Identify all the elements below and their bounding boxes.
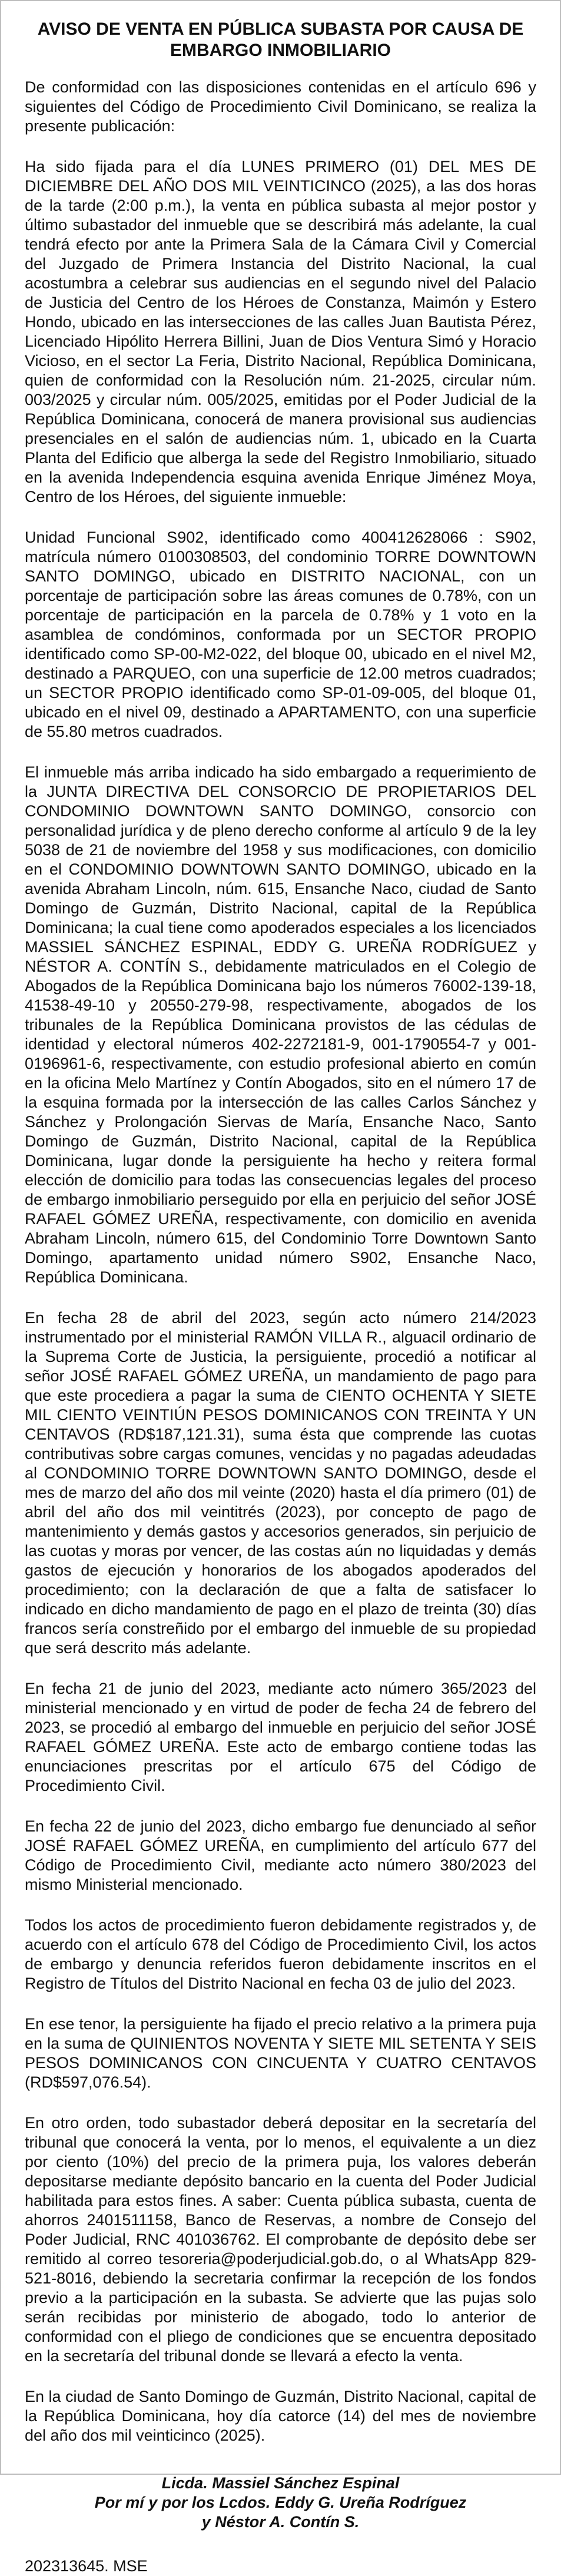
first-bid-price-paragraph: En ese tenor, la persiguiente ha fijado el precio relativo a la primera puja en la suma de QUINIENTOS NOVENTA Y SIETE MIL SETENTA Y SEIS PESOS DOMINICANOS CON CINCUENTA Y CUATRO CENTAVOS (RD$597,076.54). [25,2015,536,2091]
intro-paragraph: De conformidad con las disposiciones contenidas en el artículo 696 y siguientes del Código de Procedimiento Civil Dominicano, se realiza la presente publicación: [25,78,536,135]
notice-body [25,78,536,2445]
signature-block [25,2474,536,2532]
notice-title: AVISO DE VENTA EN PÚBLICA SUBASTA POR CAUSA DE EMBARGO INMOBILIARIO [37,19,524,60]
property-description-paragraph: Unidad Funcional S902, identificado como 400412628066 : S902, matrícula número 0100308503, del condominio TORRE DOWNTOWN SANTO DOMINGO, ubicado en DISTRITO NACIONAL, con un porcentaje de participación sobre las áreas comunes de 0.78%, con un porcentaje de participación en la parcela de 0.78% y 1 voto en la asamblea de condóminos, conformada por un SECTOR PROPIO identificado como SP-00-M2-022, del bloque 00, ubicado en el nivel M2, destinado a PARQUEO, con una superficie de 12.00 metros cuadrados; un SECTOR PROPIO identificado como SP-01-09-005, del bloque 01, ubicado en el nivel 09, destinado a APARTAMENTO, con una superficie de 55.80 metros cuadrados. [25,529,536,740]
signatory-name: Licda. Massiel Sánchez Espinal [161,2474,400,2492]
signatory-on-behalf: Por mí y por los Lcdos. Eddy G. Ureña Rodríguez [94,2494,467,2511]
seizure-paragraph: En fecha 21 de junio del 2023, mediante acto número 365/2023 del ministerial mencionado y en virtud de poder de fecha 24 de febrero del 2023, se procedió al embargo del inmueble en perjuicio del señor JOSÉ RAFAEL GÓMEZ UREÑA. Este acto de embargo contiene todas las enunciaciones prescritas por el artículo 675 del Código de Procedimiento Civil. [25,1680,536,1794]
payment-order-paragraph: En fecha 28 de abril del 2023, según acto número 214/2023 instrumentado por el ministerial RAMÓN VILLA R., alguacil ordinario de la Suprema Corte de Justicia, la persiguiente, procedió a notificar al señor JOSÉ RAFAEL GÓMEZ UREÑA, un mandamiento de pago para que este procediera a pagar la suma de CIENTO OCHENTA Y SIETE MIL CIENTO VEINTIÚN PESOS DOMINICANOS CON TREINTA Y UN CENTAVOS (RD$187,121.31), suma ésta que comprende las cuotas contributivas sobre cargas comunes, vencidas y no pagadas adeudadas al CONDOMINIO TORRE DOWNTOWN SANTO DOMINGO, desde el mes de marzo del año dos mil veinte (2020) hasta el día primero (01) de abril del año dos mil veintitrés (2023), por concepto de pago de mantenimiento y demás gastos y accesorios generados, sin perjuicio de las cuotas y moras por vencer, de las costas aún no liquidadas y demás gastos de ejecución y honorarios de los abogados apoderados del procedimiento; con la declaración de que a falta de satisfacer lo indicado en dicho mandamiento de pago en el plazo de treinta (30) días francos sería constreñido por el embargo del inmueble de su propiedad que será descrito más adelante. [25,1309,536,1657]
denunciation-paragraph: En fecha 22 de junio del 2023, dicho embargo fue denunciado al señor JOSÉ RAFAEL GÓMEZ UREÑA, en cumplimiento del artículo 677 del Código de Procedimiento Civil, mediante acto número 380/2023 del mismo Ministerial mencionado. [25,1817,536,1893]
signatory-co-counsel: y Néstor A. Contín S. [201,2513,360,2531]
registration-paragraph: Todos los actos de procedimiento fueron debidamente registrados y, de acuerdo con el artículo 678 del Código de Procedimiento Civil, los actos de embargo y denuncia referidos fueron debidamente inscritos en el Registro de Títulos del Distrito Nacional en fecha 03 de julio del 2023. [25,1916,536,1992]
auction-date-paragraph: Ha sido fijada para el día LUNES PRIMERO (01) DEL MES DE DICIEMBRE DEL AÑO DOS MIL VEINTICINCO (2025), a las dos horas de la tarde (2:00 p.m.), la venta en pública subasta al mejor postor y último subastador del inmueble que se describirá más adelante, la cual tendrá efecto por ante la Primera Sala de la Cámara Civil y Comercial del Juzgado de Primera Instancia del Distrito Nacional, la cual acostumbra a celebrar sus audiencias en el segundo nivel del Palacio de Justicia del Centro de los Héroes de Constanza, Maimón y Estero Hondo, ubicado en las intersecciones de las calles Juan Bautista Pérez, Licenciado Hipólito Herrera Billini, Juan de Dios Ventura Simó y Horacio Vicioso, en el sector La Feria, Distrito Nacional, República Dominicana, quien de conformidad con la Resolución núm. 21-2025, circular núm. 003/2025 y circular núm. 005/2025, emitidas por el Poder Judicial de la República Dominicana, conocerá de manera provisional sus audiencias presenciales en el salón de audiencias núm. 1, ubicado en la Cuarta Planta del Edificio que alberga la sede del Registro Inmobiliario, situado en la avenida Independencia esquina avenida Enrique Jiménez Moya, Centro de los Héroes, del siguiente inmueble: [25,158,536,506]
deposit-conditions-paragraph: En otro orden, todo subastador deberá depositar en la secretaría del tribunal que conocerá la venta, por lo menos, el equivalente a un diez por ciento (10%) del precio de la primera puja, los valores deberán depositarse mediante depósito bancario en la cuenta del Poder Judicial habilitada para estos fines. A saber: Cuenta pública subasta, cuenta de ahorros 2401511158, Banco de Reservas, a nombre de Consejo del Poder Judicial, RNC 401036762. El comprobante de depósito debe ser remitido al correo tesoreria@poderjudicial.gob.do, o al WhatsApp 829-521-8016, debiendo la secretaria confirmar la recepción de los fondos previo a la participación en la subasta. Se advierte que las pujas solo serán recibidas por ministerio de abogado, todo lo anterior de conformidad con el pliego de condiciones que se encuentra depositado en la secretaría del tribunal donde se llevará a efecto la venta. [25,2114,536,2365]
creditor-paragraph: El inmueble más arriba indicado ha sido embargado a requerimiento de la JUNTA DIRECTIVA DEL CONSORCIO DE PROPIETARIOS DEL CONDOMINIO DOWNTOWN SANTO DOMINGO, consorcio con personalidad jurídica y de pleno derecho conforme al artículo 9 de la ley 5038 de 21 de noviembre del 1958 y sus modificaciones, con domicilio en el CONDOMINIO DOWNTOWN SANTO DOMINGO, ubicado en la avenida Abraham Lincoln, núm. 615, Ensanche Naco, ciudad de Santo Domingo de Guzmán, Distrito Nacional, capital de la República Dominicana; la cual tiene como apoderados especiales a los licenciados MASSIEL SÁNCHEZ ESPINAL, EDDY G. UREÑA RODRÍGUEZ y NÉSTOR A. CONTÍN S., debidamente matriculados en el Colegio de Abogados de la República Dominicana bajo los números 76002-139-18, 41538-49-10 y 20550-279-98, respectivamente, abogados de los tribunales de la República Dominicana provistos de las cédulas de identidad y electoral números 402-2272181-9, 001-1790554-7 y 001-0196961-6, respectivamente, con estudio profesional abierto en común en la oficina Melo Martínez y Contín Abogados, sito en el número 17 de la esquina formada por la intersección de las calles Carlos Sánchez y Sánchez y Prolongación Siervas de María, Ensanche Naco, Santo Domingo de Guzmán, Distrito Nacional, capital de la República Dominicana, lugar donde la persiguiente ha hecho y reitera formal elección de domicilio para todas las consecuencias legales del proceso de embargo inmobiliario perseguido por ella en perjuicio del señor JOSÉ RAFAEL GÓMEZ UREÑA, respectivamente, con domicilio en avenida Abraham Lincoln, número 615, del Condominio Torre Downtown Santo Domingo, apartamento unidad número S902, Ensanche Naco, República Dominicana. [25,763,536,1286]
publication-code: 202313645. MSE [25,2557,148,2575]
date-place-paragraph: En la ciudad de Santo Domingo de Guzmán, Distrito Nacional, capital de la República Dominicana, hoy día catorce (14) del mes de noviembre del año dos mil veinticinco (2025). [25,2388,536,2444]
